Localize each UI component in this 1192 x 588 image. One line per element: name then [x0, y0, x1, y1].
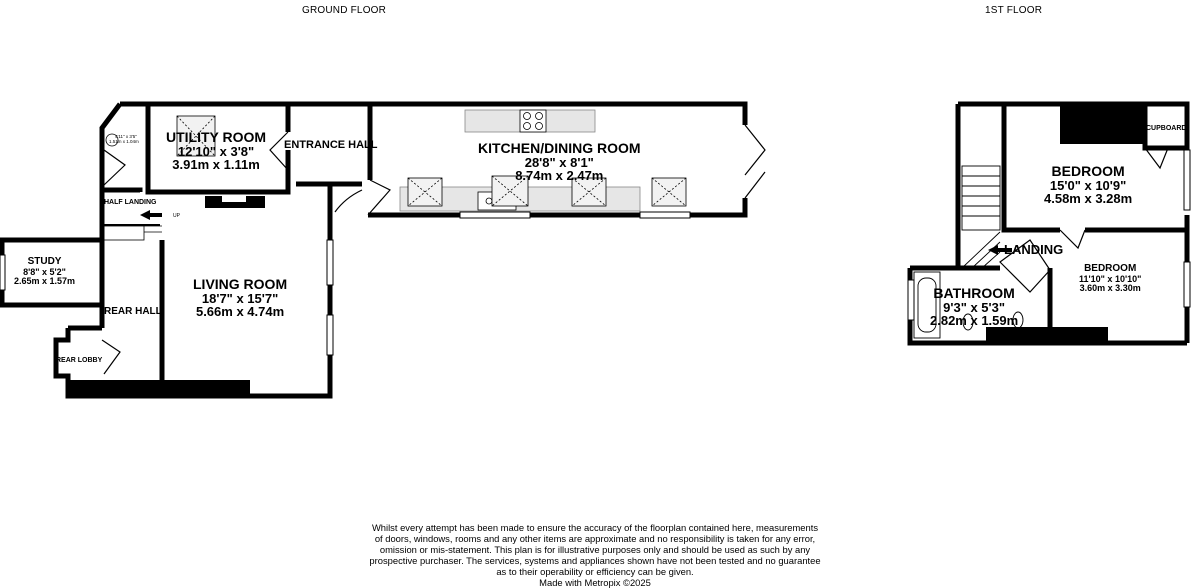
stair-arrow: [140, 210, 162, 220]
ground-floor-title: GROUND FLOOR: [302, 5, 387, 16]
bathroom-metric: 2.82m x 1.59m: [930, 313, 1019, 329]
kitchen-label: [478, 141, 641, 183]
chimney-breast: [1060, 104, 1146, 144]
entrance-hall-label: ENTRANCE HALL: [284, 139, 378, 151]
study-name: STUDY: [27, 256, 62, 267]
rear-hall-label: REAR HALL: [104, 306, 162, 317]
living-room-label: [193, 277, 287, 319]
living-room-name: LIVING ROOM: [193, 276, 288, 292]
bathroom-label: [930, 286, 1018, 328]
disclaimer-credit: Made with Metropix ©2025: [539, 576, 651, 588]
bedroom1-name: BEDROOM: [1051, 163, 1125, 179]
study-metric: 2.65m x 1.57m: [14, 275, 76, 286]
kitchen-metric: 8.74m x 2.47m: [515, 168, 604, 184]
bedroom2-imperial: 11'10" x 10'10": [1079, 273, 1142, 284]
utility-room-name: UTILITY ROOM: [166, 129, 267, 145]
bedroom1-metric: 4.58m x 3.28m: [1044, 191, 1133, 207]
landing-label: LANDING: [1004, 242, 1064, 257]
first-floor-title: 1ST FLOOR: [985, 5, 1043, 16]
wc-metric: 1.51m x 1.04m: [109, 138, 139, 144]
rear-lobby-label: REAR LOBBY: [56, 357, 103, 364]
bedroom1-label: [1044, 164, 1132, 206]
thick-wall: [70, 380, 250, 394]
cupboard-label: CUPBOARD: [1146, 125, 1187, 132]
study-label: [14, 257, 75, 286]
disclaimer-line: omission or mis-statement. This plan is for illustrative purposes only and should be used as such by any: [379, 543, 811, 555]
half-landing-label: HALF LANDING: [104, 199, 157, 206]
living-room-metric: 5.66m x 4.74m: [195, 304, 285, 320]
study-imperial: 8'8" x 5'2": [23, 266, 66, 277]
bedroom2-metric: 3.60m x 3.30m: [1079, 282, 1141, 293]
thick-wall-ff: [986, 327, 1108, 343]
bedroom2-label: [1079, 264, 1141, 293]
disclaimer: [330, 523, 860, 588]
wc-label: [107, 135, 139, 145]
utility-room-metric: 3.91m x 1.11m: [172, 157, 260, 173]
utility-room-imperial: 12'10" x 3'8": [177, 143, 255, 159]
utility-room-label: [166, 130, 266, 172]
kitchen-name: KITCHEN/DINING ROOM: [478, 140, 641, 156]
disclaimer-line: as to their operability or efficiency can be given.: [496, 565, 694, 577]
wc-imperial: 4'11" x 3'5": [115, 134, 137, 139]
bathroom-name: BATHROOM: [933, 285, 1015, 301]
bedroom2-name: BEDROOM: [1084, 263, 1137, 274]
living-room-imperial: 18'7" x 15'7": [201, 290, 279, 306]
up-marker: UP: [173, 213, 180, 219]
bedroom1-imperial: 15'0" x 10'9": [1049, 177, 1127, 193]
disclaimer-line: prospective purchaser. The services, systems and appliances shown have not been tested and no guarantee: [369, 554, 821, 566]
bathroom-imperial: 9'3" x 5'3": [943, 299, 1006, 315]
disclaimer-line: Whilst every attempt has been made to ensure the accuracy of the floorplan contained here, measurements: [371, 522, 819, 533]
disclaimer-line: of doors, windows, rooms and any other items are approximate and no responsibility is taken for any error,: [374, 532, 816, 544]
kitchen-imperial: 28'8" x 8'1": [524, 154, 594, 170]
